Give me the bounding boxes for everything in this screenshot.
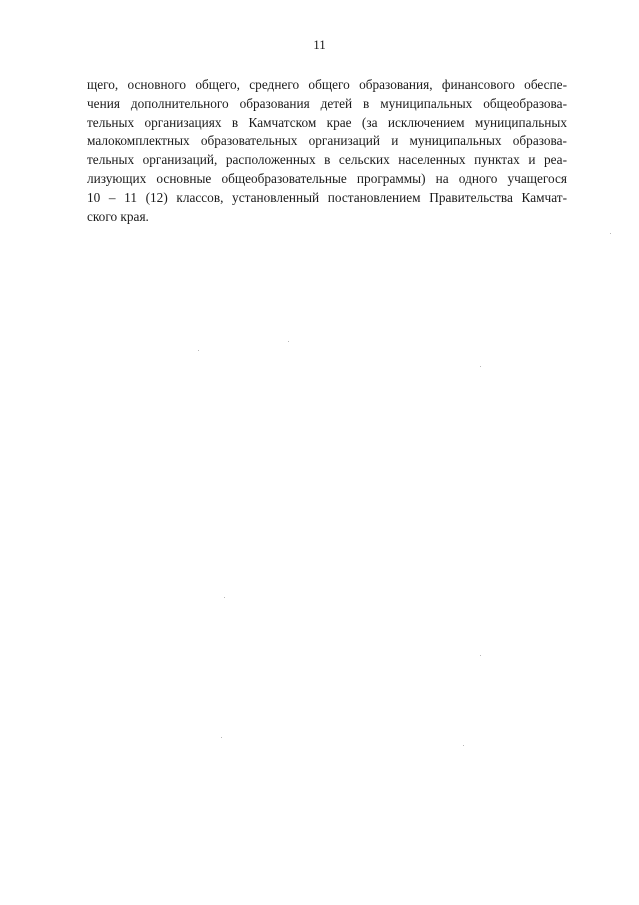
- paragraph-line: ского края.: [87, 208, 149, 224]
- scan-speck: [610, 233, 611, 234]
- page-number: 11: [313, 37, 326, 52]
- paragraph-line: 10 – 11 (12) классов, установленный постановлением Правительства Камчат-: [87, 189, 567, 205]
- paragraph-line: малокомплектных образовательных организаций и муниципальных образова-: [87, 133, 567, 149]
- paragraph-line: чения дополнительного образования детей в муниципальных общеобразова-: [87, 95, 567, 111]
- scan-speck: [480, 366, 481, 367]
- scan-speck: [224, 597, 225, 598]
- scan-speck: [221, 737, 222, 738]
- paragraph-line: щего, основного общего, среднего общего образования, финансового обеспе-: [87, 77, 567, 92]
- paragraph-line: тельных организациях в Камчатском крае (за исключением муниципальных: [87, 114, 567, 130]
- scan-speck: [480, 655, 481, 656]
- scan-speck: [198, 350, 199, 351]
- scan-speck: [463, 745, 464, 746]
- paragraph-line: тельных организаций, расположенных в сельских населенных пунктах и реа-: [87, 152, 567, 168]
- body-paragraph: [87, 76, 567, 226]
- scan-speck: [288, 341, 289, 342]
- paragraph-line: лизующих основные общеобразовательные программы) на одного учащегося: [87, 170, 567, 186]
